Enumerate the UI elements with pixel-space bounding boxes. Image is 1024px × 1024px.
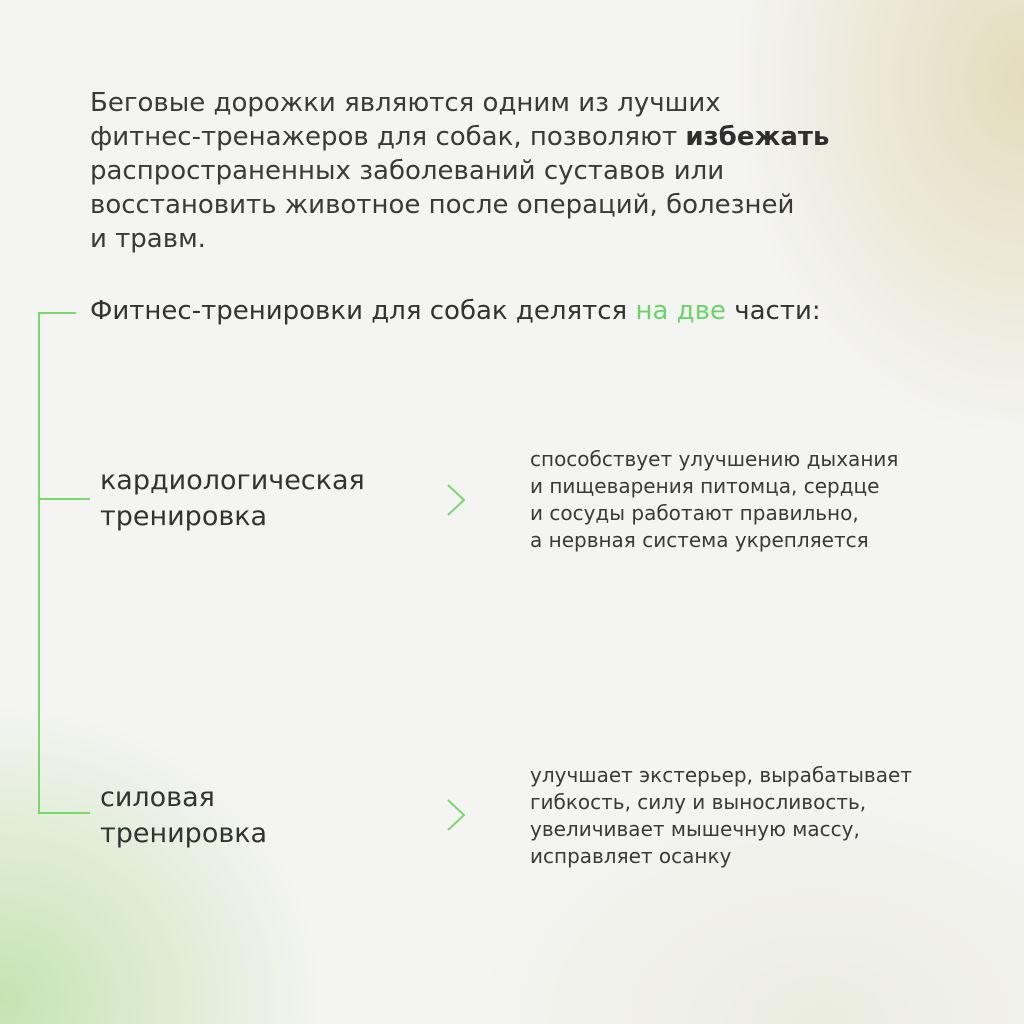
section-heading	[90, 294, 821, 328]
description-line: исправляет осанку	[530, 844, 732, 868]
intro-line-4: восстановить животное после операций, болезней	[90, 190, 795, 220]
type-label-strength-line-2: тренировка	[100, 818, 268, 849]
intro-line-2-text: фитнес-тренажеров для собак, позволяют	[90, 122, 686, 152]
description-line: способствует улучшению дыхания	[530, 447, 899, 471]
heading-text-after: части:	[725, 296, 821, 326]
heading-accent-text: на две	[635, 296, 726, 326]
type-label-cardio-line-1: кардиологическая	[100, 465, 365, 496]
intro-bold-word: избежать	[685, 122, 830, 152]
intro-paragraph	[90, 86, 890, 256]
type-description-strength	[530, 762, 970, 870]
description-line: и сосуды работают правильно,	[530, 501, 859, 525]
heading-text-before: Фитнес-тренировки для собак делятся	[90, 296, 636, 326]
description-line: и пищеварения питомца, сердце	[530, 474, 880, 498]
description-line: а нервная система укрепляется	[530, 528, 869, 552]
chevron-right-icon	[444, 482, 470, 518]
bracket-tick-heading	[38, 312, 76, 314]
type-label-cardio-line-2: тренировка	[100, 501, 268, 532]
chevron-right-icon	[444, 797, 470, 833]
description-line: улучшает экстерьер, вырабатывает	[530, 763, 912, 787]
intro-line-5: и травм.	[90, 224, 206, 254]
description-line: гибкость, силу и выносливость,	[530, 790, 867, 814]
bracket-tick-cardio	[38, 498, 90, 500]
type-label-strength-line-1: силовая	[100, 782, 215, 813]
type-label-strength	[100, 780, 430, 852]
type-description-cardio	[530, 446, 970, 554]
type-label-cardio	[100, 463, 430, 535]
bracket-vertical-line	[38, 312, 40, 814]
description-line: увеличивает мышечную массу,	[530, 817, 860, 841]
bracket-tick-strength	[38, 812, 90, 814]
intro-line-3: распространенных заболеваний суставов или	[90, 156, 725, 186]
intro-line-2	[90, 120, 890, 154]
intro-line-1: Беговые дорожки являются одним из лучших	[90, 88, 721, 118]
